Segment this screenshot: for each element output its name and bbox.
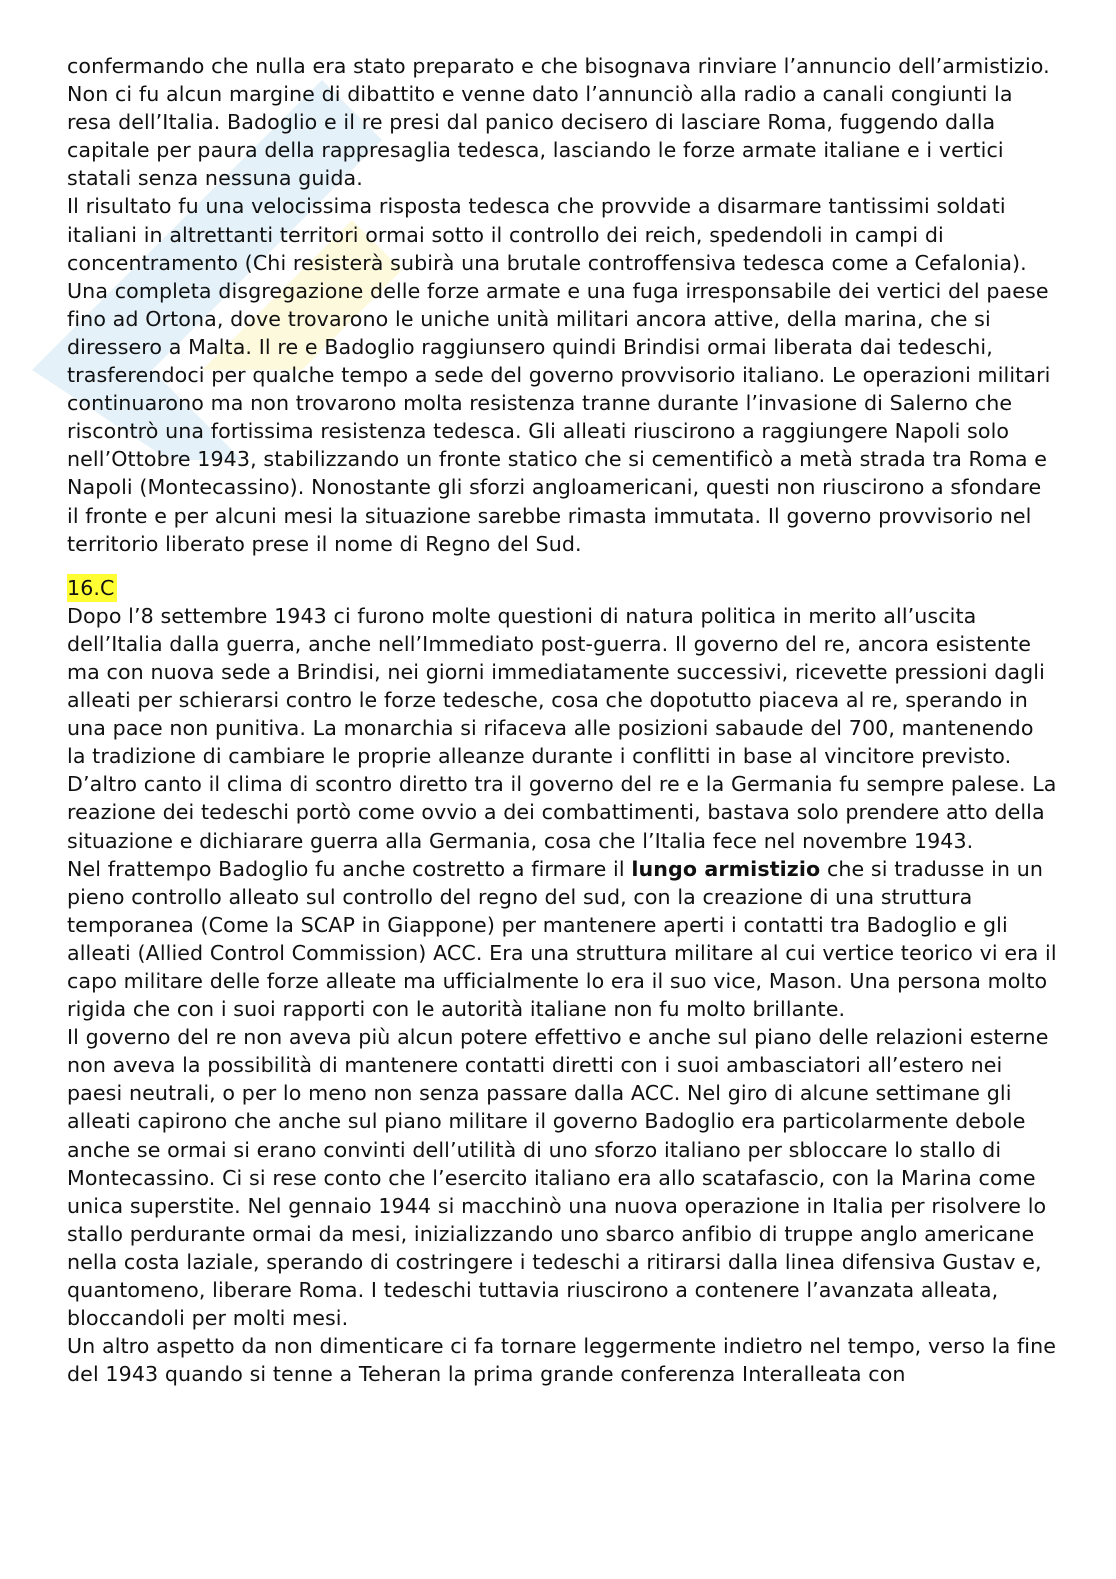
paragraph-1: confermando che nulla era stato preparato e che bisognava rinviare l’annuncio dell’armistizio. Non ci fu alcun margine di dibattito e venne dato l’annunciò alla radio a canali congiunti la resa dell’Italia. Badoglio e il re presi dal panico decisero di lasciare Roma, fuggendo dalla capitale per paura della rappresaglia tedesca, lasciando le forze armate italiane e i vertici statali senza nessuna guida. xyxy=(67,54,1050,191)
document-body xyxy=(67,52,1057,1388)
section-paragraph-2 xyxy=(67,855,1057,1024)
bold-term: lungo armistizio xyxy=(631,856,821,881)
paragraph-2: Il risultato fu una velocissima risposta tedesca che provvide a disarmare tantissimi soldati italiani in altrettanti territori ormai sotto il controllo dei reich, spedendoli in campi di concentramento (Chi resisterà subirà una brutale controffensiva tedesca come a Cefalonia). Una completa disgregazione delle forze armate e una fuga irresponsabile dei vertici del paese fino ad Ortona, dove trovarono le uniche unità militari ancora attive, della marina, che si diressero a Malta. Il re e Badoglio raggiunsero quindi Brindisi ormai liberata dai tedeschi, trasferendoci per qualche tempo a sede del governo provvisorio italiano. Le operazioni militari continuarono ma non trovarono molta resistenza tranne durante l’invasione di Salerno che riscontrò una fortissima resistenza tedesca. Gli alleati riuscirono a raggiungere Napoli solo nell’Ottobre 1943, stabilizzando un fronte statico che si cementificò a metà strada tra Roma e Napoli (Montecassino). Nonostante gli sforzi angloamericani, questi non riuscirono a sfondare il fronte e per alcuni mesi la situazione sarebbe rimasta immutata. Il governo provvisorio nel territorio liberato prese il nome di Regno del Sud. xyxy=(67,194,1051,556)
section-heading-row xyxy=(67,574,1057,602)
section-heading: 16.C xyxy=(67,574,117,602)
section-paragraph-4: Un altro aspetto da non dimenticare ci fa tornare leggermente indietro nel tempo, verso la fine del 1943 quando si tenne a Teheran la prima grande conferenza Interalleata con xyxy=(67,1334,1057,1387)
paragraph-text-after: che si tradusse in un pieno controllo alleato sul controllo del regno del sud, con la creazione di una struttura temporanea (Come la SCAP in Giappone) per mantenere aperti i contatti tra Badoglio e gli alleati (Allied Control Commission) ACC. Era una struttura militare al cui vertice teorico vi era il capo militare delle forze alleate ma ufficialmente lo era il suo vice, Mason. Una persona molto rigida che con i suoi rapporti con le autorità italiane non fu molto brillante. xyxy=(67,856,1057,1022)
paragraph-text-before: Nel frattempo Badoglio fu anche costretto a firmare il xyxy=(67,856,632,881)
section-paragraph-3: Il governo del re non aveva più alcun potere effettivo e anche sul piano delle relazioni esterne non aveva la possibilità di mantenere contatti diretti con i suoi ambasciatori all’estero nei paesi neutrali, o per lo meno non senza passare dalla ACC. Nel giro di alcune settimane gli alleati capirono che anche sul piano militare il governo Badoglio era particolarmente debole anche se ormai si erano convinti dell’utilità di uno sforzo italiano per sbloccare lo stallo di Montecassino. Ci si rese conto che l’esercito italiano era allo scatafascio, con la Marina come unica superstite. Nel gennaio 1944 si macchinò una nuova operazione in Italia per risolvere lo stallo perdurante ormai da mesi, inizializzando uno sbarco anfibio di truppe anglo americane nella costa laziale, sperando di costringere i tedeschi a ritirarsi dalla linea difensiva Gustav e, quantomeno, liberare Roma. I tedeschi tuttavia riuscirono a contenere l’avanzata alleata, bloccandoli per molti mesi. xyxy=(67,1025,1049,1331)
section-paragraph-1: Dopo l’8 settembre 1943 ci furono molte questioni di natura politica in merito all’uscita dell’Italia dalla guerra, anche nell’Immediato post-guerra. Il governo del re, ancora esistente ma con nuova sede a Brindisi, nei giorni immediatamente successivi, ricevette pressioni dagli alleati per schierarsi contro le forze tedesche, cosa che dopotutto piaceva al re, sperando in una pace non punitiva. La monarchia si rifaceva alle posizioni sabaude del 700, mantenendo la tradizione di cambiare le proprie alleanze durante i conflitti in base al vincitore previsto. D’altro canto il clima di scontro diretto tra il governo del re e la Germania fu sempre palese. La reazione dei tedeschi portò come ovvio a dei combattimenti, bastava solo prendere atto della situazione e dichiarare guerra alla Germania, cosa che l’Italia fece nel novembre 1943. xyxy=(67,603,1057,853)
section-spacer xyxy=(67,558,1057,574)
